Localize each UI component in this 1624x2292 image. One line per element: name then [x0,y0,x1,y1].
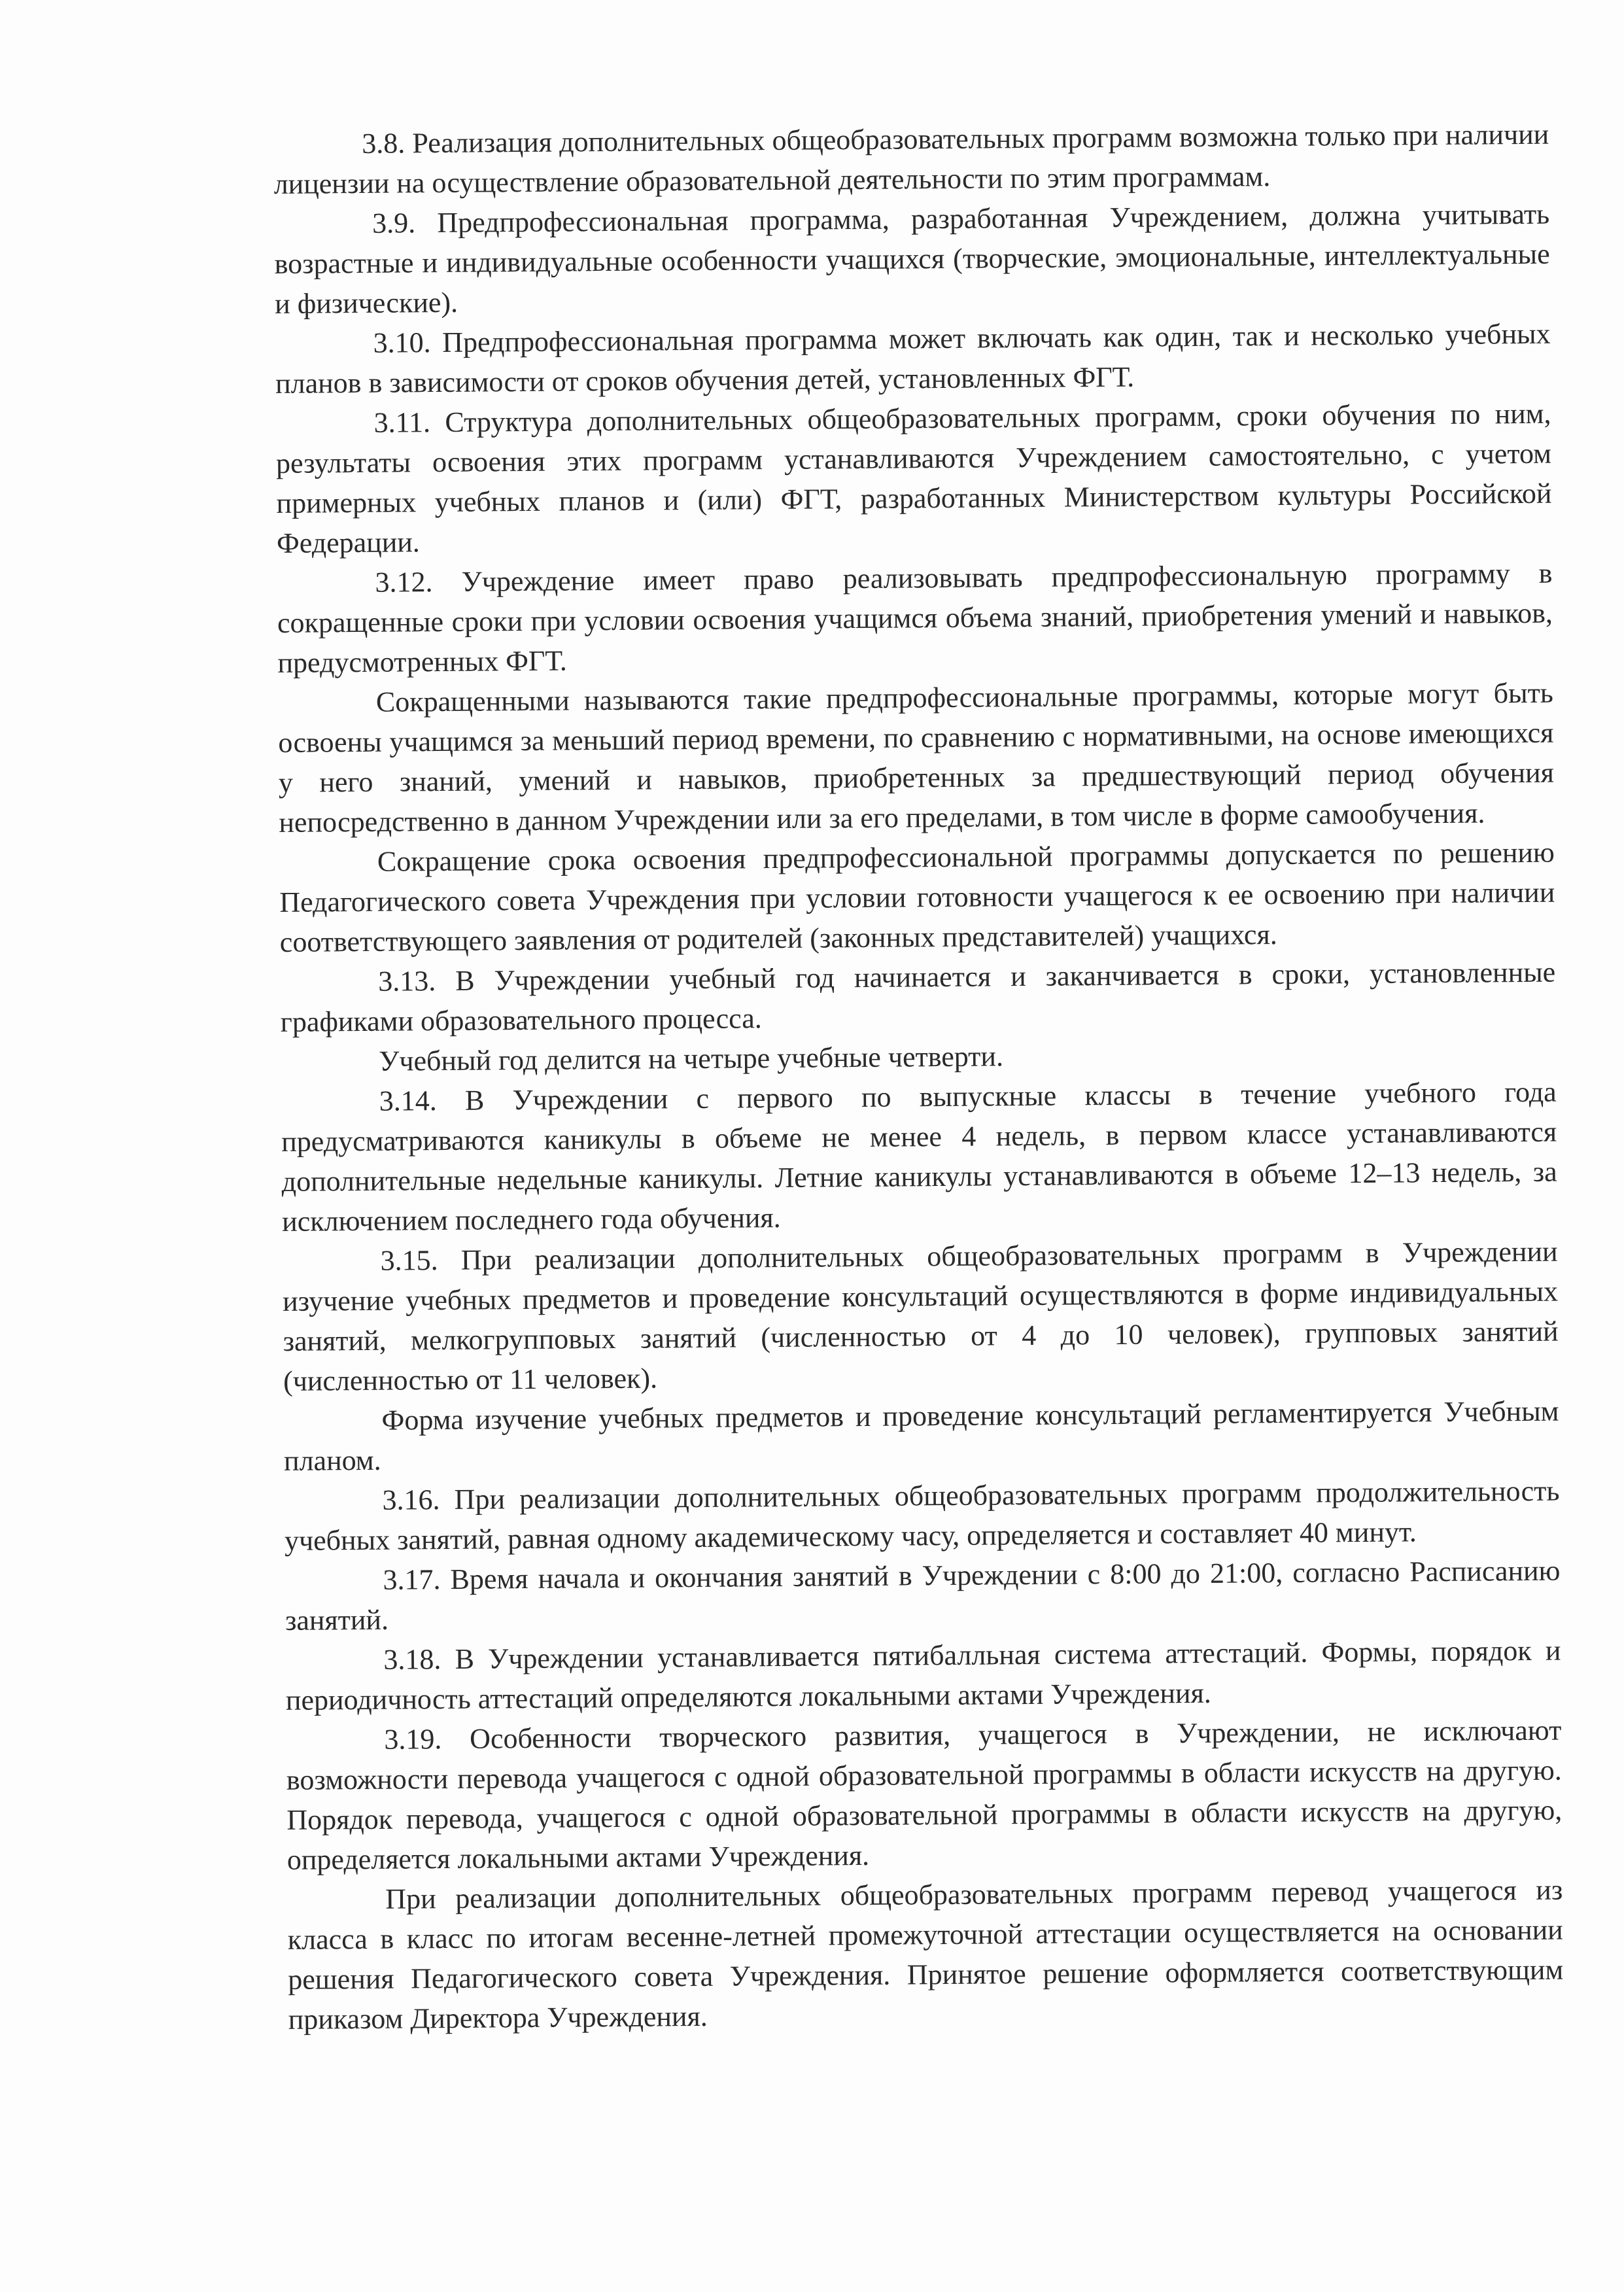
paragraph-shortened-term: Сокращение срока освоения предпрофессиональной программы допускается по решению Педагогического совета Учреждения при условии готовности учащегося к ее освоению при наличии соответствующего заявления от родителей (законных представителей) учащихся. [279,836,1555,958]
paragraph-3-8: 3.8. Реализация дополнительных общеобразовательных программ возможна только при наличии лицензии на осуществление образовательной деятельности по этим программам. [273,118,1549,200]
document-body [273,114,1564,2040]
paragraph-3-13: 3.13. В Учреждении учебный год начинается и заканчивается в сроки, установленные графиками образовательного процесса. [280,956,1556,1038]
paragraph-3-18: 3.18. В Учреждении устанавливается пятибалльная система аттестаций. Формы, порядок и периодичность аттестаций определяются локальными актами Учреждения. [285,1634,1561,1716]
paragraph-3-11: 3.11. Структура дополнительных общеобразовательных программ, сроки обучения по ним, результаты освоения этих программ устанавливаются Учреждением самостоятельно, с учетом примерных учебных планов и (или) ФГТ, разработанных Министерством культуры Российской Федерации. [275,397,1552,559]
paragraph-3-10: 3.10. Предпрофессиональная программа может включать как один, так и несколько учебных планов в зависимости от сроков обучения детей, установленных ФГТ. [275,317,1551,400]
paragraph-3-17: 3.17. Время начала и окончания занятий в Учреждении с 8:00 до 21:00, согласно Расписанию занятий. [285,1554,1561,1637]
paragraph-3-12: 3.12. Учреждение имеет право реализовывать предпрофессиональную программу в сокращенные сроки при условии освоения учащимся объема знаний, приобретения умений и навыков, предусмотренных ФГТ. [277,557,1553,679]
paragraph-3-9: 3.9. Предпрофессиональная программа, разработанная Учреждением, должна учитывать возрастные и индивидуальные особенности учащихся (творческие, эмоциональные, интеллектуальные и физические). [274,198,1550,320]
paragraph-study-form: Форма изучение учебных предметов и проведение консультаций регламентируется Учебным планом. [283,1395,1559,1477]
paragraph-3-19: 3.19. Особенности творческого развития, учащегося в Учреждении, не исключают возможности перевода учащегося с одной образовательной программы в области искусств на другую. Порядок перевода, учащегося с одной образовательной программы в области искусств на другую, определяется локальными актами Учреждения. [286,1714,1563,1876]
paragraph-3-16: 3.16. При реализации дополнительных общеобразовательных программ продолжительность учебных занятий, равная одному академическому часу, определяется и составляет 40 минут. [284,1474,1560,1557]
paragraph-school-year-quarters: Учебный год делится на четыре учебные четверти. [379,1040,1004,1077]
paragraph-transfer-decision: При реализации дополнительных общеобразовательных программ перевод учащегося из класса в класс по итогам весенне-летней промежуточной аттестации осуществляется на основании решения Педагогического совета Учреждения. Принятое решение оформляется соответствующим приказом Директора Учреждения. [287,1873,1564,2036]
paragraph-3-14: 3.14. В Учреждении с первого по выпускные классы в течение учебного года предусматриваются каникулы в объеме не менее 4 недель, в первом классе устанавливаются дополнительные недельные каникулы. Летние каникулы устанавливаются в объеме 12–13 недель, за исключением последнего года обучения. [281,1075,1557,1238]
paragraph-3-15: 3.15. При реализации дополнительных общеобразовательных программ в Учреждении изучение учебных предметов и проведение консультаций осуществляются в форме индивидуальных занятий, мелкогрупповых занятий (численностью от 4 до 10 человек), групповых занятий (численностью от 11 человек). [282,1235,1559,1397]
paragraph-shortened-definition: Сокращенными называются такие предпрофессиональные программы, которые могут быть освоены учащимся за меньший период времени, по сравнению с нормативными, на основе имеющихся у него знаний, умений и навыков, приобретенных за предшествующий период обучения непосредственно в данном Учреждении или за его пределами, в том числе в форме самообучения. [278,676,1555,839]
